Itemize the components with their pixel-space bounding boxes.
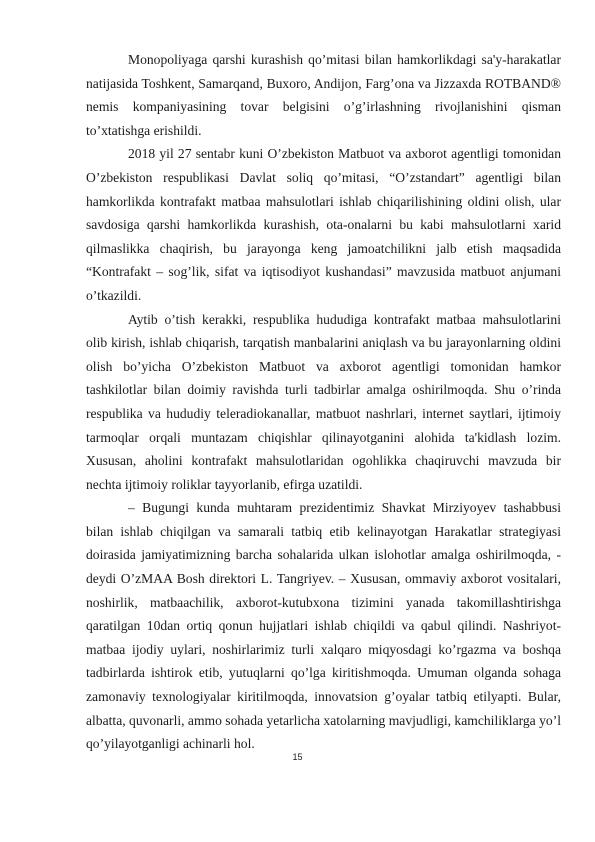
paragraph-agency-measures: Aytib o’tish kerakki, respublika hududiga kontrafakt matbaa mahsulotlarini olib kirish, ishlab chiqarish, tarqatish manbalarini aniqlash va bu jarayonlarning oldini olish bo’yicha O’zbekiston Matbuot va axborot agentligi tomonidan hamkor tashkilotlar bilan doimiy ravishda turli tadbirlar amalga oshirilmoqda. Shu o’rinda respublika va hududiy teleradiokanallar, matbuot nashrlari, internet saytlari, ijtimoiy tarmoqlar orqali muntazam chiqishlar qilinayotganini alohida ta'kidlash lozim. Xususan, aholini kontrafakt mahsulotlaridan ogohlikka chaqiruvchi mavzuda bir nechta ijtimoiy roliklar tayyorlanib, efirga uzatildi. <box>86 311 561 492</box>
document-page <box>86 48 561 756</box>
paragraph-press-conference: 2018 yil 27 sentabr kuni O’zbekiston Matbuot va axborot agentligi tomonidan O’zbekiston respublikasi Davlat soliq qo’mitasi, “O’zstandart” agentligi bilan hamkorlikda kontrafakt matbaa mahsulotlari ishlab chiqarilishining oldini olish, ular savdosiga qarshi hamkorlikda kurashish, ota-onalarni bu kabi mahsulotlarni xarid qilmaslikka chaqirish, bu jarayonga keng jamoatchilikni jalb etish maqsadida “Kontrafakt – sog’lik, sifat va iqtisodiyot kushandasi” mavzusida matbuot anjumani o’tkazildi. <box>86 146 561 303</box>
page-number: 15 <box>292 752 303 762</box>
paragraph-monopoly: Monopoliyaga qarshi kurashish qo’mitasi bilan hamkorlikdagi sa'y-harakatlar natijasida Toshkent, Samarqand, Buxoro, Andijon, Farg’ona va Jizzaxda ROTBAND® nemis kompaniyasining tovar belgisini o’g’irlashning rivojlanishini qisman to’xtatishga erishildi. <box>86 52 561 138</box>
paragraph-director-quote: – Bugungi kunda muhtaram prezidentimiz Shavkat Mirziyoyev tashabbusi bilan ishlab chiqilgan va samarali tatbiq etib kelinayotgan Harakatlar strategiyasi doirasida jamiyatimizning barcha sohalarida ulkan islohotlar amalga oshirilmoqda, - deydi O’zMAA Bosh direktori L. Tangriyev. – Xususan, ommaviy axborot vositalari, noshirlik, matbaachilik, axborot-kutubxona tizimini yanada takomillashtirishga qaratilgan 10dan ortiq qonun hujjatlari ishlab chiqildi va qabul qilindi. Nashriyot-matbaa ijodiy uylari, noshirlarimiz turli xalqaro miqyosdagi ko’rgazma va boshqa tadbirlarda ishtirok etib, yutuqlarni qo’lga kiritishmoqda. Umuman olganda sohaga zamonaviy texnologiyalar kiritilmoqda, innovatsion g’oyalar tatbiq etilyapti. Bular, albatta, quvonarli, ammo sohada yetarlicha xatolarning mavjudligi, kamchiliklarga yo’l qo’yilayotganligi achinarli hol. <box>86 500 562 752</box>
